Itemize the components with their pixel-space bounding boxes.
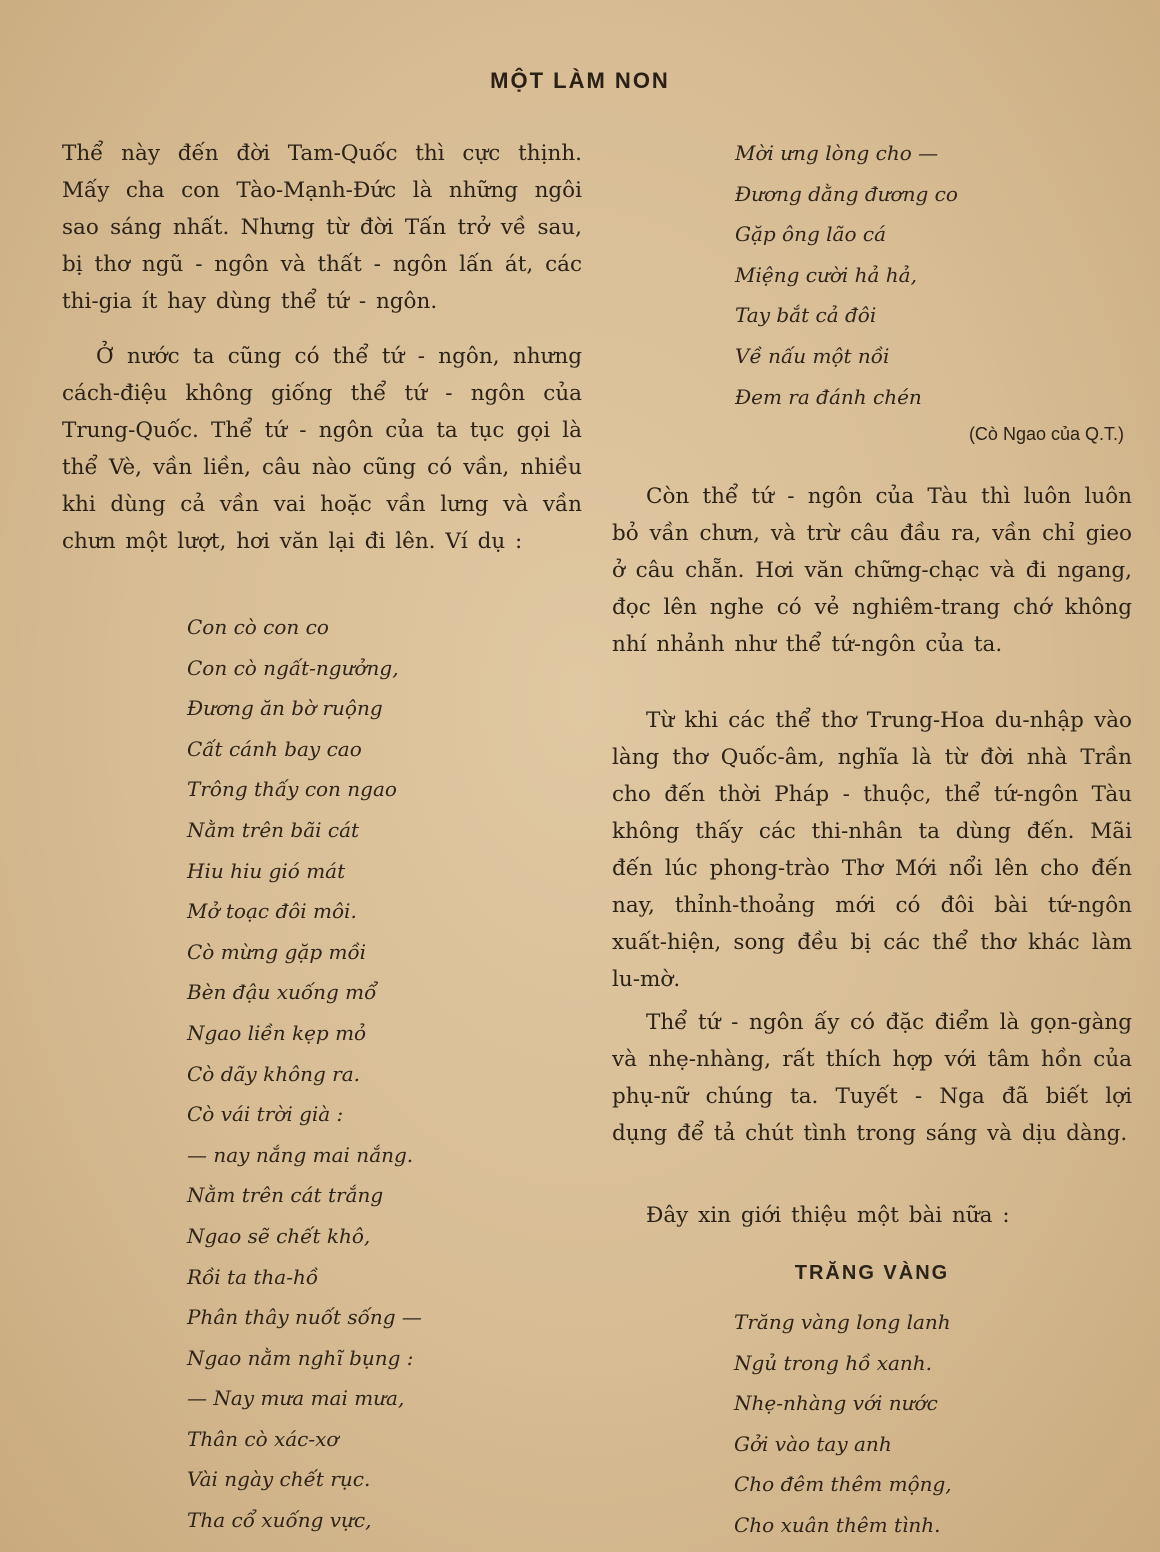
poem-line: Hiu hiu gió mát: [187, 858, 346, 883]
poem-line: Nằm trên cát trắng: [187, 1183, 384, 1208]
poem-line: Về nấu một nồi: [735, 343, 890, 368]
poem-line: Đương ăn bờ ruộng: [187, 696, 383, 721]
poem-co-ngao: [187, 607, 567, 1541]
poem-line: Ngủ trong hồ xanh.: [734, 1350, 933, 1375]
poem-line: Vài ngày chết rục.: [187, 1467, 371, 1492]
poem-line: Mở toạc đôi môi.: [187, 899, 357, 924]
poem-line: Đem ra đánh chén: [735, 384, 922, 409]
poem-line: — nay nắng mai nắng.: [187, 1142, 414, 1167]
poem-line: Tha cổ xuống vực,: [187, 1508, 372, 1533]
poem-caption: (Cò Ngao của Q.T.): [968, 424, 1124, 444]
poem-line: Bèn đậu xuống mổ: [187, 980, 377, 1005]
poem-line: Cho xuân thêm tình.: [734, 1512, 941, 1537]
paragraph-1: Thể này đến đời Tam-Quốc thì cực thịnh. Mấy cha con Tào-Mạnh-Đức là những ngôi sao sáng nhất. Nhưng từ đời Tấn trở về sau, bị thơ ngũ - ngôn và thất - ngôn lấn át, các thi-gia ít hay dùng thể tứ - ngôn.: [62, 141, 582, 314]
poem-line: Mời ưng lòng cho —: [735, 141, 939, 165]
paragraph-4: Từ khi các thể thơ Trung-Hoa du-nhập vào làng thơ Quốc-âm, nghĩa là từ đời nhà Trần cho đến thời Pháp - thuộc, thể tứ-ngôn Tàu không thấy các thi-nhân ta dùng đến. Mãi đến lúc phong-trào Thơ Mới nổi lên cho đến nay, thỉnh-thoảng mới có đôi bài tứ-ngôn xuất-hiện, song đều bị các thể thơ khác làm lu-mờ.: [612, 708, 1132, 992]
poem-trang-vang: [734, 1302, 1124, 1546]
poem-line: Trăng vàng long lanh: [734, 1310, 951, 1334]
poem-line: Gởi vào tay anh: [734, 1431, 892, 1456]
paragraph-5: Thể tứ - ngôn ấy có đặc điểm là gọn-gàng và nhẹ-nhàng, rất thích hợp với tâm hồn của phụ-nữ chúng ta. Tuyết - Nga đã biết lợi dụng để tả chút tình trong sáng và dịu dàng.: [612, 1010, 1132, 1146]
page-header: MỘT LÀM NON: [490, 68, 670, 93]
poem-line: Ngao sẽ chết khô,: [187, 1223, 371, 1248]
poem-line: Ngao liền kẹp mỏ: [187, 1020, 367, 1045]
poem-line: Nhẹ-nhàng với nước: [734, 1391, 938, 1416]
poem-title: TRĂNG VÀNG: [794, 1262, 950, 1284]
poem-line: Đương dằng đương co: [735, 181, 958, 206]
poem-line: Ngao nằm nghĩ bụng :: [187, 1345, 414, 1370]
poem-line: — Nay mưa mai mưa,: [187, 1386, 405, 1411]
paragraph-3: Còn thể tứ - ngôn của Tàu thì luôn luôn bỏ vần chưn, và trừ câu đầu ra, vần chỉ gieo ở câu chẵn. Hơi văn chững-chạc và đi ngang, đọc lên nghe có vẻ nghiêm-trang chớ không nhí nhảnh như thể tứ-ngôn của ta.: [612, 484, 1132, 657]
poem-line: Cho đêm thêm mộng,: [734, 1472, 952, 1497]
poem-line: Tay bắt cả đôi: [735, 303, 877, 328]
poem-line: Nằm trên bãi cát: [187, 817, 360, 842]
poem-line: Phân thây nuốt sống —: [187, 1305, 422, 1330]
poem-line: Cò mừng gặp mồi: [187, 939, 367, 964]
poem-line: Cò dãy không ra.: [187, 1061, 361, 1086]
poem-line: Gặp ông lão cá: [735, 222, 886, 247]
poem-line: Miệng cười hả hả,: [735, 262, 917, 287]
poem-line: Cất cánh bay cao: [187, 736, 362, 761]
poem-line: Trông thấy con ngao: [187, 777, 397, 802]
poem-line: Con cò con co: [187, 615, 329, 639]
poem-co-ngao-continued: [735, 133, 1125, 417]
poem-line: Rồi ta tha-hồ: [187, 1264, 319, 1289]
paragraph-6: Đây xin giới thiệu một bài nữa :: [646, 1203, 1010, 1228]
poem-line: Cò vái trời già :: [187, 1102, 344, 1127]
poem-line: Thân cò xác-xơ: [187, 1426, 339, 1451]
poem-line: Con cò ngất-ngưởng,: [187, 655, 399, 680]
paragraph-2: Ở nước ta cũng có thể tứ - ngôn, nhưng cách-điệu không giống thể tứ - ngôn của Trung-Quốc. Thể tứ - ngôn của ta tục gọi là thể Vè, vần liền, câu nào cũng có vần, nhiều khi dùng cả vần vai hoặc vần lưng và vần chưn một lượt, hơi văn lại đi lên. Ví dụ :: [62, 344, 582, 554]
